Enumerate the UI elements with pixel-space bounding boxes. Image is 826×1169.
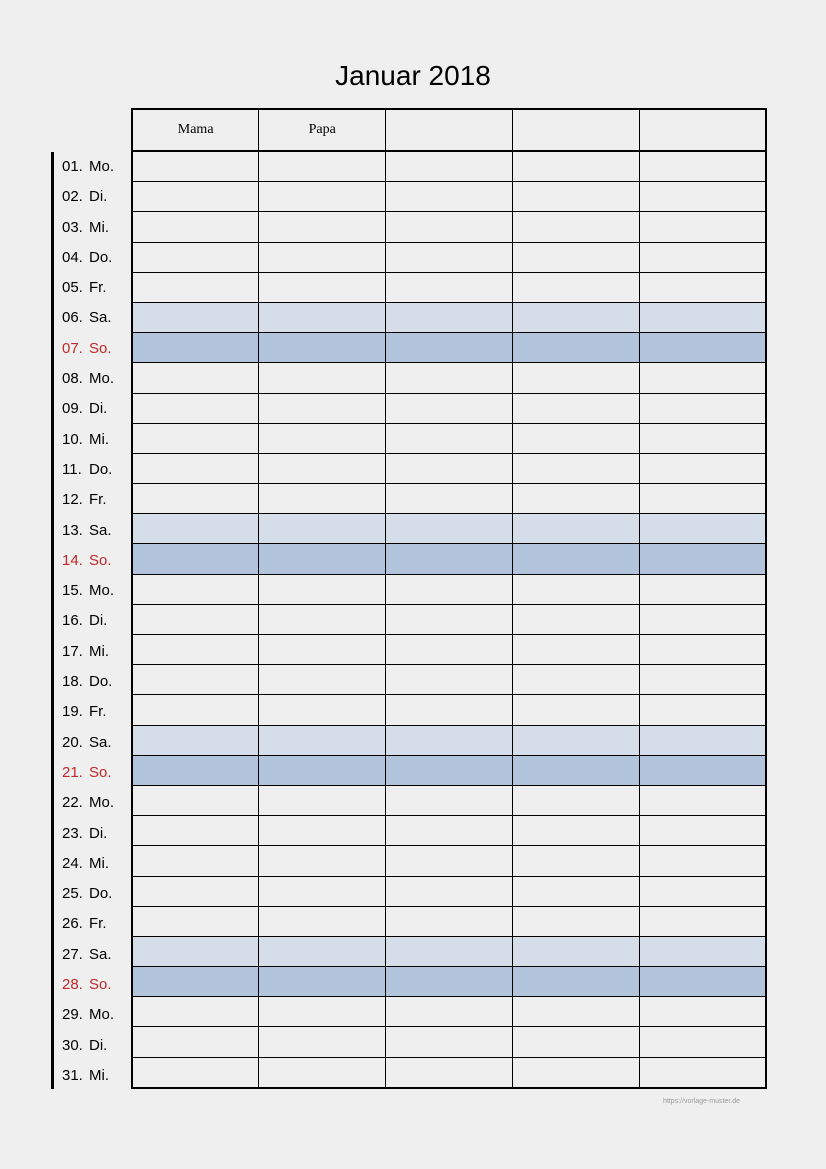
day-label <box>62 758 128 788</box>
day-number: 11. <box>62 460 82 478</box>
day-cell[interactable] <box>132 574 259 604</box>
day-number: 26. <box>62 915 83 933</box>
day-cell[interactable] <box>386 484 513 514</box>
day-cell[interactable] <box>639 514 766 544</box>
day-cell[interactable] <box>512 665 639 695</box>
weekday-name: Di. <box>89 824 108 842</box>
day-cell[interactable] <box>132 484 259 514</box>
day-label <box>62 849 128 879</box>
day-cell[interactable] <box>386 544 513 574</box>
day-cell[interactable] <box>639 936 766 966</box>
day-cell[interactable] <box>386 182 513 212</box>
day-cell[interactable] <box>639 363 766 393</box>
day-cell[interactable] <box>259 906 386 936</box>
day-cell[interactable] <box>512 423 639 453</box>
day-cell[interactable] <box>512 1057 639 1088</box>
day-label <box>62 788 128 818</box>
day-cell[interactable] <box>386 1057 513 1088</box>
day-label <box>62 152 128 182</box>
day-cell[interactable] <box>259 393 386 423</box>
day-cell[interactable] <box>639 453 766 483</box>
day-cell[interactable] <box>512 242 639 272</box>
day-cell[interactable] <box>512 936 639 966</box>
day-cell[interactable] <box>132 212 259 242</box>
weekday-name: Fr. <box>89 279 107 297</box>
day-cell[interactable] <box>512 785 639 815</box>
day-label <box>62 243 128 273</box>
weekday-name: Di. <box>89 400 108 418</box>
day-labels <box>62 152 128 1091</box>
table-row <box>132 453 766 483</box>
day-cell[interactable] <box>259 272 386 302</box>
day-number: 22. <box>62 794 83 812</box>
table-row <box>132 604 766 634</box>
day-label <box>62 879 128 909</box>
weekday-name: Di. <box>89 188 108 206</box>
day-label <box>62 1061 128 1091</box>
day-number: 21. <box>62 763 83 781</box>
day-cell[interactable] <box>386 363 513 393</box>
day-number: 17. <box>62 642 83 660</box>
day-cell[interactable] <box>259 544 386 574</box>
day-cell[interactable] <box>386 695 513 725</box>
day-cell[interactable] <box>512 816 639 846</box>
day-number: 14. <box>62 551 83 569</box>
day-cell[interactable] <box>386 635 513 665</box>
day-cell[interactable] <box>132 242 259 272</box>
weekday-name: Mo. <box>89 582 115 600</box>
day-cell[interactable] <box>512 997 639 1027</box>
day-label <box>62 213 128 243</box>
day-number: 02. <box>62 188 83 206</box>
table-row <box>132 967 766 997</box>
day-cell[interactable] <box>639 212 766 242</box>
day-cell[interactable] <box>259 936 386 966</box>
weekday-name: Mi. <box>89 218 109 236</box>
day-cell[interactable] <box>386 574 513 604</box>
day-label <box>62 485 128 515</box>
day-cell[interactable] <box>132 997 259 1027</box>
day-cell[interactable] <box>386 906 513 936</box>
weekday-name: Fr. <box>89 915 107 933</box>
weekday-name: Di. <box>89 1036 108 1054</box>
day-label <box>62 455 128 485</box>
day-cell[interactable] <box>639 635 766 665</box>
page-title: Januar 2018 <box>335 60 491 91</box>
day-cell[interactable] <box>132 635 259 665</box>
day-cell[interactable] <box>512 574 639 604</box>
day-cell[interactable] <box>259 212 386 242</box>
table-row <box>132 635 766 665</box>
day-cell[interactable] <box>639 846 766 876</box>
weekday-name: Sa. <box>89 309 112 327</box>
weekday-name: So. <box>89 763 112 781</box>
day-cell[interactable] <box>132 333 259 363</box>
day-number: 25. <box>62 885 83 903</box>
table-row <box>132 846 766 876</box>
day-cell[interactable] <box>639 906 766 936</box>
day-label <box>62 182 128 212</box>
day-cell[interactable] <box>132 363 259 393</box>
day-cell[interactable] <box>512 544 639 574</box>
day-cell[interactable] <box>512 514 639 544</box>
day-label <box>62 546 128 576</box>
day-cell[interactable] <box>259 876 386 906</box>
day-cell[interactable] <box>132 151 259 182</box>
weekday-name: Fr. <box>89 703 107 721</box>
column-header-3 <box>386 109 513 151</box>
day-cell[interactable] <box>639 604 766 634</box>
day-cell[interactable] <box>639 272 766 302</box>
day-cell[interactable] <box>132 544 259 574</box>
table-row <box>132 182 766 212</box>
day-label <box>62 819 128 849</box>
day-cell[interactable] <box>259 1027 386 1057</box>
day-cell[interactable] <box>132 1027 259 1057</box>
day-cell[interactable] <box>639 242 766 272</box>
day-cell[interactable] <box>132 1057 259 1088</box>
day-cell[interactable] <box>259 151 386 182</box>
day-number: 29. <box>62 1006 83 1024</box>
weekday-name: So. <box>89 976 112 994</box>
weekday-name: Sa. <box>89 521 112 539</box>
table-row <box>132 242 766 272</box>
day-cell[interactable] <box>259 604 386 634</box>
table-row <box>132 816 766 846</box>
day-cell[interactable] <box>639 302 766 332</box>
table-row <box>132 1027 766 1057</box>
day-cell[interactable] <box>386 604 513 634</box>
day-label <box>62 364 128 394</box>
day-number: 07. <box>62 339 83 357</box>
day-cell[interactable] <box>386 967 513 997</box>
day-cell[interactable] <box>512 484 639 514</box>
day-label <box>62 334 128 364</box>
table-row <box>132 876 766 906</box>
table-row <box>132 423 766 453</box>
day-number: 03. <box>62 218 83 236</box>
column-header-row <box>132 109 766 151</box>
day-cell[interactable] <box>639 997 766 1027</box>
table-row <box>132 997 766 1027</box>
day-cell[interactable] <box>386 453 513 483</box>
weekday-name: Do. <box>89 460 113 478</box>
day-number: 04. <box>62 248 83 266</box>
day-cell[interactable] <box>386 212 513 242</box>
day-cell[interactable] <box>639 574 766 604</box>
day-cell[interactable] <box>259 725 386 755</box>
day-number: 05. <box>62 279 83 297</box>
table-row <box>132 785 766 815</box>
day-cell[interactable] <box>259 242 386 272</box>
day-cell[interactable] <box>639 695 766 725</box>
day-cell[interactable] <box>512 151 639 182</box>
table-row <box>132 1057 766 1088</box>
day-cell[interactable] <box>386 755 513 785</box>
day-cell[interactable] <box>132 182 259 212</box>
day-cell[interactable] <box>259 635 386 665</box>
day-cell[interactable] <box>259 302 386 332</box>
day-cell[interactable] <box>132 816 259 846</box>
day-cell[interactable] <box>259 574 386 604</box>
day-number: 31. <box>62 1066 83 1084</box>
day-cell[interactable] <box>639 816 766 846</box>
day-number: 19. <box>62 703 83 721</box>
day-cell[interactable] <box>259 816 386 846</box>
day-number: 13. <box>62 521 83 539</box>
day-cell[interactable] <box>512 846 639 876</box>
table-row <box>132 514 766 544</box>
day-cell[interactable] <box>259 182 386 212</box>
day-cell[interactable] <box>639 484 766 514</box>
day-number: 15. <box>62 582 83 600</box>
day-cell[interactable] <box>132 846 259 876</box>
day-cell[interactable] <box>639 151 766 182</box>
day-cell[interactable] <box>639 182 766 212</box>
day-cell[interactable] <box>386 393 513 423</box>
day-cell[interactable] <box>259 846 386 876</box>
day-label <box>62 940 128 970</box>
day-cell[interactable] <box>259 997 386 1027</box>
day-cell[interactable] <box>132 302 259 332</box>
day-label <box>62 576 128 606</box>
day-cell[interactable] <box>132 604 259 634</box>
day-cell[interactable] <box>386 272 513 302</box>
day-cell[interactable] <box>512 967 639 997</box>
day-cell[interactable] <box>639 665 766 695</box>
table-row <box>132 695 766 725</box>
day-cell[interactable] <box>639 755 766 785</box>
day-label <box>62 606 128 636</box>
table-row <box>132 725 766 755</box>
weekday-name: Sa. <box>89 945 112 963</box>
column-header-2: Papa <box>259 109 386 151</box>
day-cell[interactable] <box>386 302 513 332</box>
table-row <box>132 393 766 423</box>
weekday-name: Fr. <box>89 491 107 509</box>
day-label <box>62 728 128 758</box>
day-label <box>62 425 128 455</box>
day-cell[interactable] <box>386 876 513 906</box>
day-cell[interactable] <box>386 423 513 453</box>
day-cell[interactable] <box>132 936 259 966</box>
day-cell[interactable] <box>639 333 766 363</box>
day-cell[interactable] <box>512 906 639 936</box>
column-header-5 <box>639 109 766 151</box>
day-cell[interactable] <box>386 333 513 363</box>
day-cell[interactable] <box>132 514 259 544</box>
day-cell[interactable] <box>639 423 766 453</box>
day-number: 23. <box>62 824 83 842</box>
weekday-name: Mi. <box>89 1066 109 1084</box>
day-label <box>62 1031 128 1061</box>
day-label <box>62 667 128 697</box>
day-cell[interactable] <box>639 725 766 755</box>
day-cell[interactable] <box>259 1057 386 1088</box>
day-number: 18. <box>62 673 83 691</box>
day-cell[interactable] <box>386 846 513 876</box>
day-cell[interactable] <box>639 967 766 997</box>
day-cell[interactable] <box>639 785 766 815</box>
day-cell[interactable] <box>132 453 259 483</box>
day-cell[interactable] <box>386 785 513 815</box>
table-row <box>132 363 766 393</box>
table-row <box>132 544 766 574</box>
column-header-4 <box>512 109 639 151</box>
day-cell[interactable] <box>386 725 513 755</box>
table-row <box>132 936 766 966</box>
table-row <box>132 755 766 785</box>
column-header-1: Mama <box>132 109 259 151</box>
day-cell[interactable] <box>512 363 639 393</box>
table-row <box>132 272 766 302</box>
day-cell[interactable] <box>386 151 513 182</box>
weekday-name: Mo. <box>89 370 115 388</box>
day-number: 09. <box>62 400 83 418</box>
weekday-name: Do. <box>89 673 113 691</box>
day-cell[interactable] <box>512 755 639 785</box>
day-cell[interactable] <box>259 453 386 483</box>
weekday-name: Mi. <box>89 430 109 448</box>
day-cell[interactable] <box>259 785 386 815</box>
day-cell[interactable] <box>132 695 259 725</box>
weekday-name: Mo. <box>89 158 115 175</box>
day-cell[interactable] <box>386 242 513 272</box>
day-cell[interactable] <box>132 665 259 695</box>
day-cell[interactable] <box>132 967 259 997</box>
table-row <box>132 574 766 604</box>
table-row <box>132 484 766 514</box>
day-cell[interactable] <box>512 725 639 755</box>
weekday-name: Di. <box>89 612 108 630</box>
day-cell[interactable] <box>512 182 639 212</box>
day-cell[interactable] <box>259 423 386 453</box>
weekday-name: So. <box>89 551 112 569</box>
day-cell[interactable] <box>259 967 386 997</box>
source-url: https://vorlage-muster.de <box>662 1098 740 1105</box>
table-row <box>132 906 766 936</box>
day-cell[interactable] <box>639 1057 766 1088</box>
day-label <box>62 303 128 333</box>
day-cell[interactable] <box>259 755 386 785</box>
day-cell[interactable] <box>512 1027 639 1057</box>
day-cell[interactable] <box>132 785 259 815</box>
day-label <box>62 637 128 667</box>
day-cell[interactable] <box>132 876 259 906</box>
day-cell[interactable] <box>512 333 639 363</box>
table-row <box>132 302 766 332</box>
day-cell[interactable] <box>132 725 259 755</box>
table-row <box>132 333 766 363</box>
day-cell[interactable] <box>512 393 639 423</box>
weekday-name: Do. <box>89 885 113 903</box>
calendar-grid <box>131 108 767 1089</box>
day-cell[interactable] <box>639 393 766 423</box>
day-cell[interactable] <box>132 272 259 302</box>
day-number: 01. <box>62 158 83 175</box>
day-cell[interactable] <box>132 906 259 936</box>
day-cell[interactable] <box>386 665 513 695</box>
day-number: 16. <box>62 612 83 630</box>
day-cell[interactable] <box>512 272 639 302</box>
day-cell[interactable] <box>259 695 386 725</box>
day-label <box>62 1000 128 1030</box>
day-cell[interactable] <box>512 604 639 634</box>
weekday-name: Mi. <box>89 642 109 660</box>
day-label <box>62 970 128 1000</box>
day-number: 10. <box>62 430 83 448</box>
weekday-name: Mo. <box>89 794 115 812</box>
day-cell[interactable] <box>639 876 766 906</box>
day-number: 08. <box>62 370 83 388</box>
day-cell[interactable] <box>512 695 639 725</box>
day-cell[interactable] <box>386 514 513 544</box>
day-cell[interactable] <box>386 816 513 846</box>
day-cell[interactable] <box>386 936 513 966</box>
day-cell[interactable] <box>259 333 386 363</box>
day-number: 30. <box>62 1036 83 1054</box>
day-cell[interactable] <box>132 423 259 453</box>
day-number: 28. <box>62 976 83 994</box>
day-cell[interactable] <box>639 544 766 574</box>
day-label <box>62 909 128 939</box>
day-cell[interactable] <box>386 997 513 1027</box>
day-number: 27. <box>62 945 83 963</box>
table-row <box>132 212 766 242</box>
weekday-name: So. <box>89 339 112 357</box>
day-cell[interactable] <box>512 302 639 332</box>
day-cell[interactable] <box>639 1027 766 1057</box>
day-cell[interactable] <box>512 635 639 665</box>
table-row <box>132 151 766 182</box>
day-cell[interactable] <box>132 393 259 423</box>
day-cell[interactable] <box>512 876 639 906</box>
day-cell[interactable] <box>386 1027 513 1057</box>
day-cell[interactable] <box>259 514 386 544</box>
day-cell[interactable] <box>259 665 386 695</box>
day-cell[interactable] <box>132 755 259 785</box>
day-column-bar <box>51 152 54 1089</box>
day-number: 06. <box>62 309 83 327</box>
weekday-name: Mo. <box>89 1006 115 1024</box>
day-label <box>62 273 128 303</box>
day-label <box>62 516 128 546</box>
day-cell[interactable] <box>512 453 639 483</box>
day-number: 20. <box>62 733 83 751</box>
weekday-name: Sa. <box>89 733 112 751</box>
day-label <box>62 394 128 424</box>
day-number: 24. <box>62 854 83 872</box>
day-cell[interactable] <box>259 484 386 514</box>
day-cell[interactable] <box>512 212 639 242</box>
day-number: 12. <box>62 491 83 509</box>
table-row <box>132 665 766 695</box>
weekday-name: Mi. <box>89 854 109 872</box>
day-label <box>62 697 128 727</box>
day-cell[interactable] <box>259 363 386 393</box>
weekday-name: Do. <box>89 248 113 266</box>
